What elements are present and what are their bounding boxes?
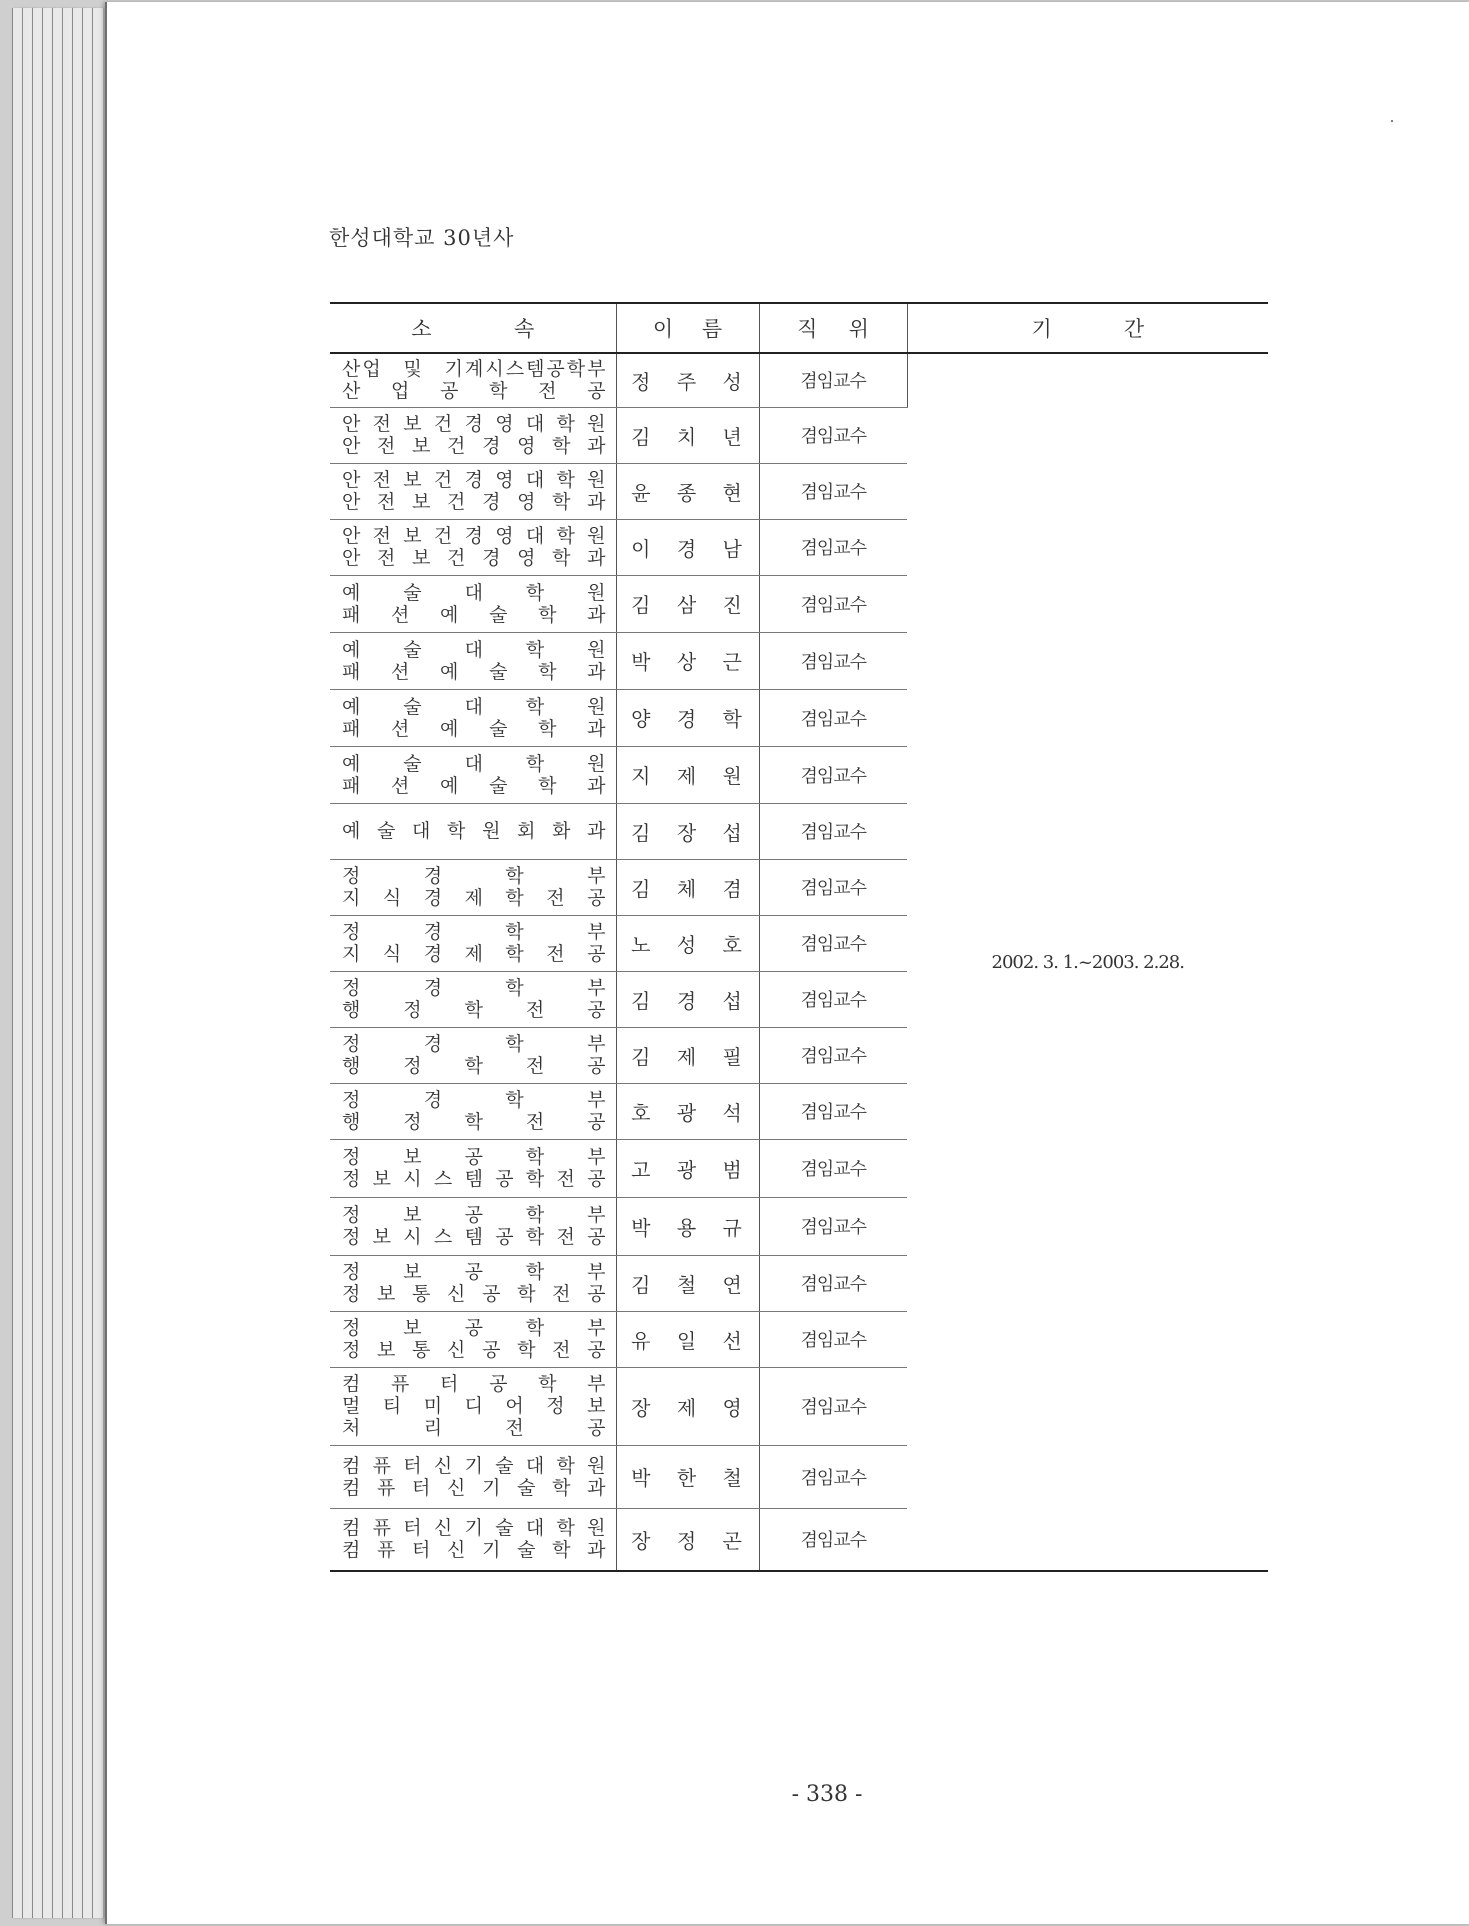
name-cell: 장 제 영 [616, 1367, 759, 1445]
position-cell: 겸임교수 [759, 1445, 907, 1508]
dept-line: 행 정 학 전 공 [342, 1111, 608, 1133]
header-period-part: 기 [1031, 317, 1052, 341]
dept-line: 패 션 예 술 학 과 [342, 603, 608, 626]
dept-cell [330, 353, 616, 407]
name-cell: 호 광 석 [616, 1083, 759, 1139]
dept-cell [330, 859, 616, 915]
dept-cell [330, 575, 616, 632]
name-cell: 김 경 섭 [616, 971, 759, 1027]
document-page [105, 2, 1469, 1924]
dept-line: 컴 퓨 터 신 기 술 학 과 [342, 1539, 608, 1562]
position-cell: 겸임교수 [759, 689, 907, 746]
position-cell: 겸임교수 [759, 859, 907, 915]
position-cell: 겸임교수 [759, 1083, 907, 1139]
dept-line: 정 경 학 부 [342, 977, 608, 999]
dept-line: 정 경 학 부 [342, 1033, 608, 1055]
dept-line: 예 술 대 학 원 [342, 695, 608, 718]
dept-cell [330, 463, 616, 519]
position-cell: 겸임교수 [759, 1139, 907, 1197]
name-cell: 양 경 학 [616, 689, 759, 746]
position-cell: 겸임교수 [759, 407, 907, 463]
header-dept-part: 소 [411, 317, 432, 341]
dept-line: 안 전 보 건 경 영 대 학 원 [342, 525, 608, 547]
dept-cell [330, 1027, 616, 1083]
dept-line: 행 정 학 전 공 [342, 999, 608, 1021]
dept-cell [330, 632, 616, 689]
dept-line: 정 경 학 부 [342, 1089, 608, 1111]
dept-line: 예 술 대 학 원 회 화 과 [342, 820, 608, 842]
dept-line: 안 전 보 건 경 영 대 학 원 [342, 469, 608, 491]
position-cell: 겸임교수 [759, 971, 907, 1027]
position-cell: 겸임교수 [759, 1197, 907, 1255]
name-cell: 김 삼 진 [616, 575, 759, 632]
header-period-part: 간 [1123, 317, 1145, 341]
name-cell: 장 정 곤 [616, 1508, 759, 1571]
dept-line: 패 션 예 술 학 과 [342, 660, 608, 683]
position-cell: 겸임교수 [759, 1508, 907, 1571]
dept-cell [330, 1139, 616, 1197]
dept-line: 정 경 학 부 [342, 921, 608, 943]
dept-line: 정 보 통 신 공 학 전 공 [342, 1339, 608, 1361]
name-cell: 유 일 선 [616, 1311, 759, 1367]
dept-cell [330, 1508, 616, 1571]
dept-line: 컴 퓨 터 공 학 부 [342, 1373, 608, 1395]
name-cell: 김 제 필 [616, 1027, 759, 1083]
dept-cell [330, 1255, 616, 1311]
position-cell: 겸임교수 [759, 915, 907, 971]
name-cell: 정 주 성 [616, 353, 759, 407]
dept-line: 컴 퓨 터 신 기 술 대 학 원 [342, 1517, 608, 1540]
dept-line: 행 정 학 전 공 [342, 1055, 608, 1077]
dept-cell [330, 1197, 616, 1255]
dept-cell [330, 746, 616, 803]
name-cell: 김 체 겸 [616, 859, 759, 915]
dept-line: 정 보 공 학 부 [342, 1204, 608, 1226]
dept-line: 안 전 보 건 경 영 학 과 [342, 491, 608, 513]
dept-cell [330, 1367, 616, 1445]
dept-cell [330, 689, 616, 746]
faculty-table-container [330, 302, 1268, 1572]
position-cell: 겸임교수 [759, 803, 907, 859]
position-cell: 겸임교수 [759, 1255, 907, 1311]
position-cell: 겸임교수 [759, 519, 907, 575]
page-number [107, 1782, 1469, 1807]
page-stack-edge [12, 8, 112, 1918]
dept-line: 안 전 보 건 경 영 학 과 [342, 435, 608, 457]
dept-line: 패 션 예 술 학 과 [342, 717, 608, 740]
dept-cell [330, 971, 616, 1027]
header-title-part: 위 [848, 317, 869, 341]
header-name-part: 름 [701, 317, 723, 341]
dept-line: 산업 및 기계시스템공학부 [342, 358, 608, 381]
table-header-row [330, 303, 1268, 353]
name-cell: 김 치 년 [616, 407, 759, 463]
position-cell: 겸임교수 [759, 632, 907, 689]
dept-line: 컴 퓨 터 신 기 술 학 과 [342, 1476, 608, 1499]
dept-cell [330, 407, 616, 463]
faculty-table [330, 302, 1268, 1572]
dept-cell [330, 1083, 616, 1139]
header-dept-part: 속 [513, 317, 535, 341]
dept-line: 정 보 시 스 템 공 학 전 공 [342, 1226, 608, 1248]
position-cell: 겸임교수 [759, 575, 907, 632]
position-cell: 겸임교수 [759, 1311, 907, 1367]
dept-line: 예 술 대 학 원 [342, 638, 608, 661]
period-cell [907, 353, 1268, 1571]
header-name-part: 이 [652, 317, 674, 341]
dept-line: 정 보 공 학 부 [342, 1146, 608, 1168]
name-cell: 박 한 철 [616, 1445, 759, 1508]
scan-speck [1391, 120, 1393, 122]
dept-cell [330, 803, 616, 859]
position-cell: 겸임교수 [759, 1027, 907, 1083]
dept-line: 처 리 전 공 [342, 1417, 608, 1439]
dept-line: 예 술 대 학 원 [342, 581, 608, 604]
dept-line: 산 업 공 학 전 공 [342, 380, 608, 403]
dept-line: 안 전 보 건 경 영 학 과 [342, 547, 608, 569]
dept-line: 정 보 통 신 공 학 전 공 [342, 1283, 608, 1305]
dept-line: 지 식 경 제 학 전 공 [342, 943, 608, 965]
header-title-part: 직 [797, 317, 818, 341]
page-number-text: - 338 - [791, 1782, 863, 1807]
position-cell: 겸임교수 [759, 1367, 907, 1445]
table-body [330, 353, 1268, 1571]
header-title [759, 303, 907, 353]
header-dept [330, 303, 616, 353]
dept-cell [330, 1445, 616, 1508]
position-cell: 겸임교수 [759, 746, 907, 803]
dept-line: 정 보 공 학 부 [342, 1261, 608, 1283]
dept-cell [330, 915, 616, 971]
dept-line: 정 경 학 부 [342, 865, 608, 887]
dept-line: 안 전 보 건 경 영 대 학 원 [342, 413, 608, 435]
dept-line: 예 술 대 학 원 [342, 752, 608, 775]
name-cell: 박 용 규 [616, 1197, 759, 1255]
dept-cell [330, 519, 616, 575]
table-row [330, 353, 1268, 407]
dept-line: 정 보 시 스 템 공 학 전 공 [342, 1168, 608, 1190]
name-cell: 고 광 범 [616, 1139, 759, 1197]
name-cell: 노 성 호 [616, 915, 759, 971]
position-cell: 겸임교수 [759, 353, 907, 407]
period-text: 2002. 3. 1.~2003. 2.28. [991, 951, 1184, 973]
name-cell: 이 경 남 [616, 519, 759, 575]
running-title: 한성대학교 30년사 [329, 226, 515, 250]
dept-line: 정 보 공 학 부 [342, 1317, 608, 1339]
name-cell: 김 철 연 [616, 1255, 759, 1311]
header-period [907, 303, 1268, 353]
dept-line: 패 션 예 술 학 과 [342, 774, 608, 797]
position-cell: 겸임교수 [759, 463, 907, 519]
name-cell: 윤 종 현 [616, 463, 759, 519]
dept-cell [330, 1311, 616, 1367]
name-cell: 박 상 근 [616, 632, 759, 689]
header-name [616, 303, 759, 353]
name-cell: 지 제 원 [616, 746, 759, 803]
dept-line: 멀 티 미 디 어 정 보 [342, 1395, 608, 1417]
dept-line: 컴 퓨 터 신 기 술 대 학 원 [342, 1454, 608, 1477]
dept-line: 지 식 경 제 학 전 공 [342, 887, 608, 909]
name-cell: 김 장 섭 [616, 803, 759, 859]
